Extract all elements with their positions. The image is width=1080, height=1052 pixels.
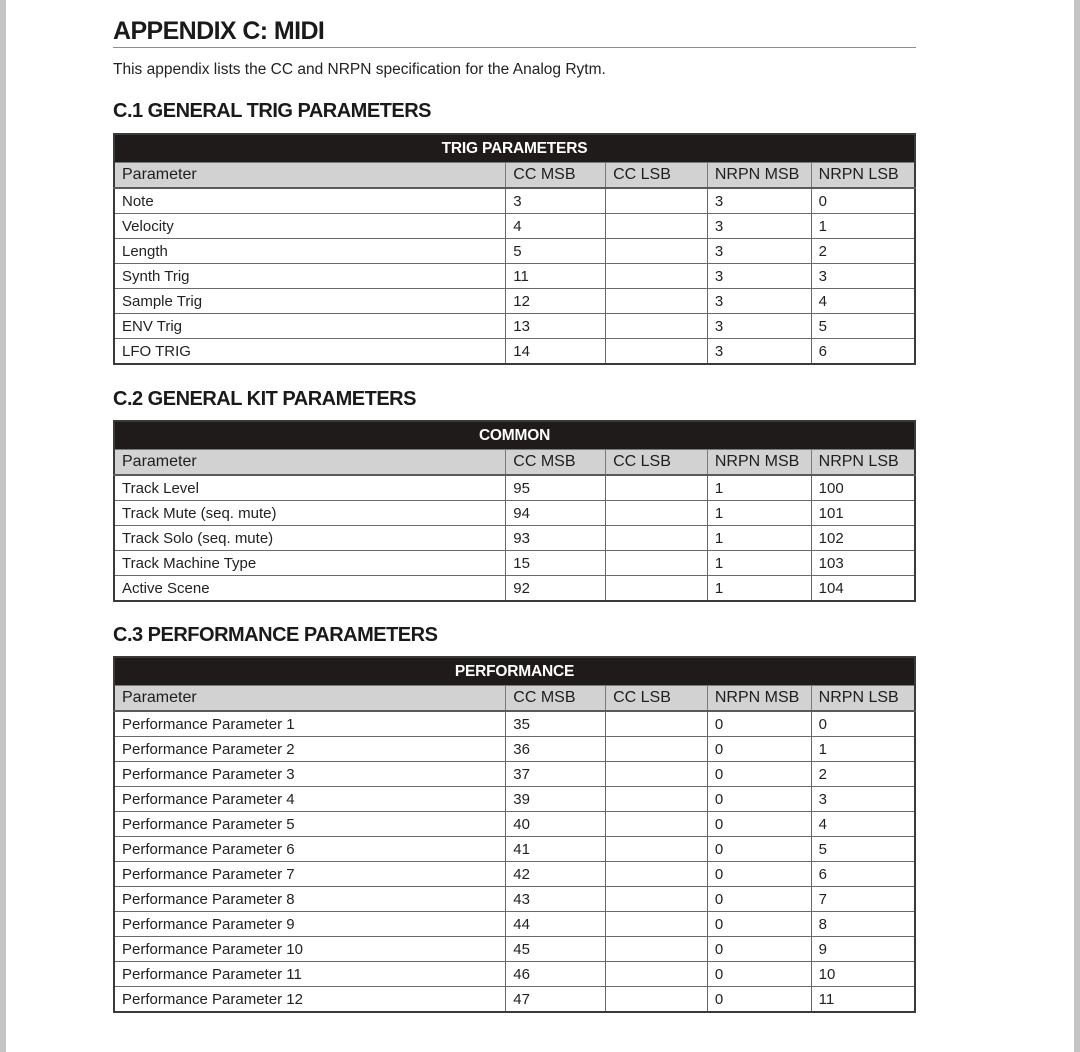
value-cell: 15 bbox=[506, 551, 606, 576]
value-cell: 12 bbox=[506, 289, 606, 314]
parameter-name-cell: Track Mute (seq. mute) bbox=[114, 501, 506, 526]
value-cell: 0 bbox=[707, 837, 811, 862]
value-cell: 39 bbox=[506, 787, 606, 812]
value-cell: 0 bbox=[811, 188, 915, 214]
value-cell: 3 bbox=[707, 214, 811, 239]
section-heading-trig: C.1 GENERAL TRIG PARAMETERS bbox=[113, 100, 432, 122]
table-row bbox=[114, 289, 915, 314]
value-cell: 3 bbox=[707, 188, 811, 214]
value-cell: 103 bbox=[811, 551, 915, 576]
parameter-name-cell: LFO TRIG bbox=[114, 339, 506, 365]
column-header-row bbox=[114, 163, 915, 189]
table-common bbox=[113, 420, 916, 602]
value-cell: 4 bbox=[811, 289, 915, 314]
value-cell: 6 bbox=[811, 339, 915, 365]
value-cell: 5 bbox=[811, 837, 915, 862]
column-header: Parameter bbox=[114, 686, 506, 712]
value-cell: 0 bbox=[707, 812, 811, 837]
parameter-name-cell: Performance Parameter 11 bbox=[114, 962, 506, 987]
table-row bbox=[114, 264, 915, 289]
value-cell bbox=[606, 264, 708, 289]
value-cell: 0 bbox=[707, 711, 811, 737]
parameter-name-cell: Performance Parameter 4 bbox=[114, 787, 506, 812]
column-header-row bbox=[114, 450, 915, 476]
parameter-name-cell: Performance Parameter 2 bbox=[114, 737, 506, 762]
parameter-name-cell: Track Solo (seq. mute) bbox=[114, 526, 506, 551]
value-cell bbox=[606, 962, 708, 987]
value-cell: 1 bbox=[707, 551, 811, 576]
value-cell: 3 bbox=[811, 787, 915, 812]
column-header: NRPN MSB bbox=[707, 450, 811, 476]
value-cell: 94 bbox=[506, 501, 606, 526]
table-row bbox=[114, 987, 915, 1013]
value-cell: 9 bbox=[811, 937, 915, 962]
value-cell bbox=[606, 239, 708, 264]
table-row bbox=[114, 937, 915, 962]
value-cell bbox=[606, 937, 708, 962]
table-trig-parameters bbox=[113, 133, 916, 365]
column-header-row bbox=[114, 686, 915, 712]
value-cell: 101 bbox=[811, 501, 915, 526]
column-header: CC MSB bbox=[506, 163, 606, 189]
value-cell: 40 bbox=[506, 812, 606, 837]
parameter-name-cell: Performance Parameter 6 bbox=[114, 837, 506, 862]
value-cell: 45 bbox=[506, 937, 606, 962]
parameter-name-cell: ENV Trig bbox=[114, 314, 506, 339]
value-cell: 36 bbox=[506, 737, 606, 762]
column-header: CC LSB bbox=[606, 450, 708, 476]
parameter-name-cell: Performance Parameter 8 bbox=[114, 887, 506, 912]
value-cell bbox=[606, 475, 708, 501]
parameter-name-cell: Performance Parameter 12 bbox=[114, 987, 506, 1013]
value-cell bbox=[606, 501, 708, 526]
value-cell: 41 bbox=[506, 837, 606, 862]
column-header: CC LSB bbox=[606, 163, 708, 189]
value-cell bbox=[606, 339, 708, 365]
parameter-name-cell: Track Level bbox=[114, 475, 506, 501]
intro-paragraph: This appendix lists the CC and NRPN specification for the Analog Rytm. bbox=[113, 61, 606, 78]
parameter-name-cell: Velocity bbox=[114, 214, 506, 239]
value-cell bbox=[606, 912, 708, 937]
parameter-name-cell: Synth Trig bbox=[114, 264, 506, 289]
value-cell: 6 bbox=[811, 862, 915, 887]
parameter-name-cell: Track Machine Type bbox=[114, 551, 506, 576]
value-cell: 47 bbox=[506, 987, 606, 1013]
value-cell bbox=[606, 737, 708, 762]
value-cell bbox=[606, 787, 708, 812]
value-cell bbox=[606, 711, 708, 737]
value-cell bbox=[606, 551, 708, 576]
page-margin-left bbox=[0, 0, 6, 1052]
value-cell: 14 bbox=[506, 339, 606, 365]
table-row bbox=[114, 862, 915, 887]
column-header: Parameter bbox=[114, 163, 506, 189]
column-header: CC MSB bbox=[506, 450, 606, 476]
value-cell: 1 bbox=[811, 737, 915, 762]
value-cell: 11 bbox=[506, 264, 606, 289]
table-row bbox=[114, 239, 915, 264]
column-header: CC MSB bbox=[506, 686, 606, 712]
table-title: TRIG PARAMETERS bbox=[114, 134, 915, 163]
value-cell: 1 bbox=[707, 526, 811, 551]
table-row bbox=[114, 314, 915, 339]
value-cell: 5 bbox=[811, 314, 915, 339]
table-row bbox=[114, 912, 915, 937]
table-row bbox=[114, 787, 915, 812]
parameter-name-cell: Length bbox=[114, 239, 506, 264]
table-row bbox=[114, 887, 915, 912]
value-cell: 0 bbox=[811, 711, 915, 737]
page-margin-right bbox=[1074, 0, 1080, 1052]
value-cell: 7 bbox=[811, 887, 915, 912]
table-row bbox=[114, 214, 915, 239]
table-row bbox=[114, 762, 915, 787]
value-cell: 2 bbox=[811, 239, 915, 264]
value-cell: 42 bbox=[506, 862, 606, 887]
value-cell: 0 bbox=[707, 887, 811, 912]
table-row bbox=[114, 962, 915, 987]
value-cell: 95 bbox=[506, 475, 606, 501]
column-header: NRPN LSB bbox=[811, 450, 915, 476]
value-cell: 1 bbox=[707, 475, 811, 501]
table-title: PERFORMANCE bbox=[114, 657, 915, 686]
table-row bbox=[114, 812, 915, 837]
value-cell bbox=[606, 987, 708, 1013]
value-cell bbox=[606, 526, 708, 551]
value-cell: 5 bbox=[506, 239, 606, 264]
table-row bbox=[114, 475, 915, 501]
value-cell bbox=[606, 862, 708, 887]
column-header: NRPN MSB bbox=[707, 163, 811, 189]
value-cell: 0 bbox=[707, 737, 811, 762]
value-cell: 3 bbox=[811, 264, 915, 289]
value-cell: 4 bbox=[506, 214, 606, 239]
value-cell: 92 bbox=[506, 576, 606, 602]
value-cell: 1 bbox=[707, 501, 811, 526]
value-cell: 102 bbox=[811, 526, 915, 551]
value-cell bbox=[606, 188, 708, 214]
value-cell bbox=[606, 762, 708, 787]
value-cell: 2 bbox=[811, 762, 915, 787]
parameter-name-cell: Note bbox=[114, 188, 506, 214]
value-cell: 10 bbox=[811, 962, 915, 987]
table-row bbox=[114, 551, 915, 576]
value-cell: 44 bbox=[506, 912, 606, 937]
value-cell: 100 bbox=[811, 475, 915, 501]
value-cell: 13 bbox=[506, 314, 606, 339]
parameter-name-cell: Performance Parameter 9 bbox=[114, 912, 506, 937]
value-cell: 3 bbox=[707, 289, 811, 314]
value-cell: 0 bbox=[707, 862, 811, 887]
value-cell bbox=[606, 812, 708, 837]
value-cell: 0 bbox=[707, 787, 811, 812]
value-cell: 1 bbox=[811, 214, 915, 239]
value-cell: 37 bbox=[506, 762, 606, 787]
column-header: NRPN MSB bbox=[707, 686, 811, 712]
value-cell: 0 bbox=[707, 912, 811, 937]
table-row bbox=[114, 526, 915, 551]
value-cell: 0 bbox=[707, 937, 811, 962]
page-title: APPENDIX C: MIDI bbox=[113, 17, 325, 45]
column-header: Parameter bbox=[114, 450, 506, 476]
value-cell: 3 bbox=[707, 314, 811, 339]
table-row bbox=[114, 837, 915, 862]
value-cell: 0 bbox=[707, 987, 811, 1013]
table-row bbox=[114, 188, 915, 214]
value-cell bbox=[606, 289, 708, 314]
value-cell: 35 bbox=[506, 711, 606, 737]
column-header: CC LSB bbox=[606, 686, 708, 712]
value-cell: 4 bbox=[811, 812, 915, 837]
table-title: COMMON bbox=[114, 421, 915, 450]
section-heading-kit: C.2 GENERAL KIT PARAMETERS bbox=[113, 388, 416, 410]
table-row bbox=[114, 339, 915, 365]
value-cell: 46 bbox=[506, 962, 606, 987]
table-row bbox=[114, 576, 915, 602]
value-cell: 11 bbox=[811, 987, 915, 1013]
value-cell: 43 bbox=[506, 887, 606, 912]
parameter-name-cell: Performance Parameter 7 bbox=[114, 862, 506, 887]
title-divider bbox=[113, 47, 916, 48]
value-cell bbox=[606, 214, 708, 239]
parameter-name-cell: Performance Parameter 1 bbox=[114, 711, 506, 737]
value-cell: 0 bbox=[707, 962, 811, 987]
value-cell: 93 bbox=[506, 526, 606, 551]
table-performance bbox=[113, 656, 916, 1013]
value-cell: 0 bbox=[707, 762, 811, 787]
value-cell bbox=[606, 576, 708, 602]
column-header: NRPN LSB bbox=[811, 163, 915, 189]
table-row bbox=[114, 711, 915, 737]
column-header: NRPN LSB bbox=[811, 686, 915, 712]
table-row bbox=[114, 737, 915, 762]
parameter-name-cell: Active Scene bbox=[114, 576, 506, 602]
value-cell: 104 bbox=[811, 576, 915, 602]
value-cell: 8 bbox=[811, 912, 915, 937]
value-cell bbox=[606, 887, 708, 912]
parameter-name-cell: Performance Parameter 5 bbox=[114, 812, 506, 837]
parameter-name-cell: Sample Trig bbox=[114, 289, 506, 314]
value-cell: 1 bbox=[707, 576, 811, 602]
parameter-name-cell: Performance Parameter 10 bbox=[114, 937, 506, 962]
value-cell: 3 bbox=[707, 239, 811, 264]
parameter-name-cell: Performance Parameter 3 bbox=[114, 762, 506, 787]
value-cell bbox=[606, 837, 708, 862]
value-cell: 3 bbox=[506, 188, 606, 214]
value-cell: 3 bbox=[707, 264, 811, 289]
value-cell: 3 bbox=[707, 339, 811, 365]
table-row bbox=[114, 501, 915, 526]
section-heading-performance: C.3 PERFORMANCE PARAMETERS bbox=[113, 624, 438, 646]
value-cell bbox=[606, 314, 708, 339]
